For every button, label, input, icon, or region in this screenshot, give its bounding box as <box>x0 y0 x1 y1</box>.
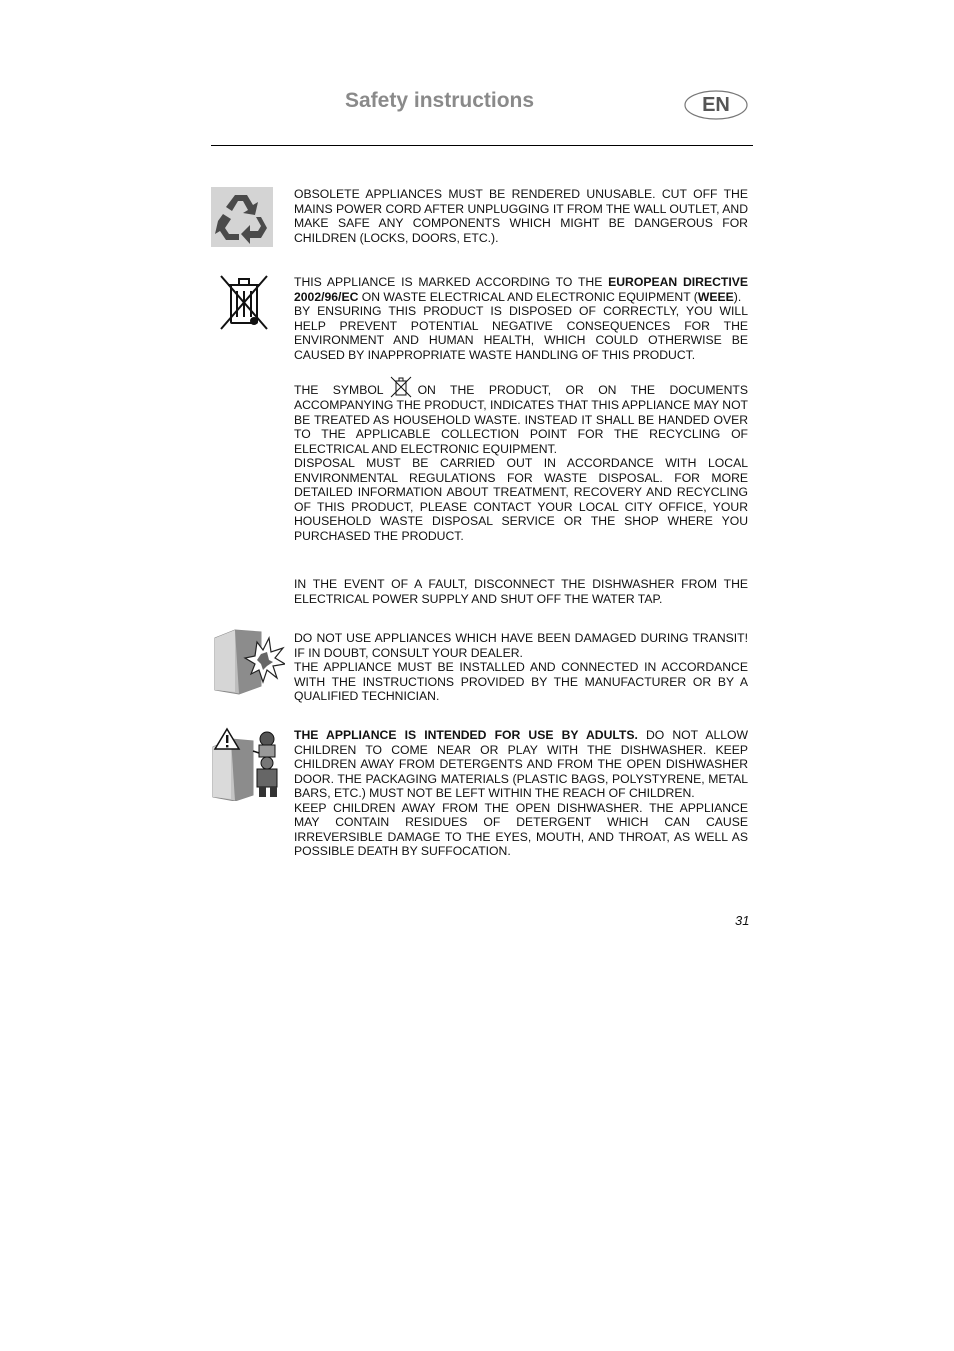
symbol-meaning-text: ON THE PRODUCT, OR ON THE DOCUMENTS ACCOMPANYING THE PRODUCT, INDICATES THAT THIS APPLIANCE MAY NOT BE TREATED AS HOUSEHOLD WASTE. INSTEAD IT SHALL BE HANDED OVER TO THE APPLICABLE COLLECTION POINT FOR THE RECYCLING OF ELECTRICAL AND ELECTRONIC EQUIPMENT. <box>294 383 748 456</box>
weee-text-block <box>294 275 748 543</box>
weee-p1-text: THIS APPLIANCE IS MARKED ACCORDING TO THE <box>294 275 609 289</box>
adults-only-warning: THE APPLIANCE IS INTENDED FOR USE BY ADULTS. <box>294 728 638 742</box>
damaged-text-block <box>294 631 748 704</box>
damaged-paragraph-2: THE APPLIANCE MUST BE INSTALLED AND CONNECTED IN ACCORDANCE WITH THE INSTRUCTIONS PROVIDED BY THE MANUFACTURER OR BY A QUALIFIED TECHNICIAN. <box>294 660 748 703</box>
fault-paragraph: IN THE EVENT OF A FAULT, DISCONNECT THE DISHWASHER FROM THE ELECTRICAL POWER SUPPLY AND SHUT OFF THE WATER TAP. <box>294 577 748 606</box>
children-paragraph-2: KEEP CHILDREN AWAY FROM THE OPEN DISHWASHER. THE APPLIANCE MAY CONTAIN RESIDUES OF DETERGENT WHICH CAN CAUSE IRREVERSIBLE DAMAGE TO THE EYES, MOUTH, AND THROAT, AS WELL AS POSSIBLE DEATH BY SUFFOCATION. <box>294 800 748 858</box>
child-warning-icon <box>211 727 285 801</box>
recycle-icon <box>211 187 273 247</box>
weee-p1-end: ). <box>733 289 742 304</box>
children-p1-text: DO NOT ALLOW CHILDREN TO COME NEAR OR PLAY WITH THE DISHWASHER. KEEP CHILDREN AWAY FROM DETERGENTS AND FROM THE OPEN DISHWASHER DOOR. THE PACKAGING MATERIALS (PLASTIC BAGS, POLYSTYRENE, METAL BARS, ETC.) MUST NOT BE LEFT WITHIN THE REACH OF CHILDREN. <box>294 728 748 800</box>
children-paragraph-1 <box>294 728 748 801</box>
directive-reference: EUROPEAN DIRECTIVE 2002/96/EC <box>294 275 748 304</box>
weee-p1-text-cont: ON WASTE ELECTRICAL AND ELECTRONIC EQUIPMENT ( <box>358 289 698 304</box>
page-title: Safety instructions <box>345 89 535 112</box>
weee-paragraph-2: BY ENSURING THIS PRODUCT IS DISPOSED OF CORRECTLY, YOU WILL HELP PREVENT POTENTIAL NEGATIVE CONSEQUENCES FOR THE ENVIRONMENT AND HUMAN HEALTH, WHICH COULD OTHERWISE BE CAUSED BY INAPPROPRIATE WASTE HANDLING OF THIS PRODUCT. <box>294 304 748 362</box>
children-text-block <box>294 728 748 859</box>
weee-paragraph-4: DISPOSAL MUST BE CARRIED OUT IN ACCORDANCE WITH LOCAL ENVIRONMENTAL REGULATIONS FOR WASTE DISPOSAL. FOR MORE DETAILED INFORMATION ABOUT TREATMENT, RECOVERY AND RECYCLING OF THIS PRODUCT, PLEASE CONTACT YOUR LOCAL CITY OFFICE, YOUR HOUSEHOLD WASTE DISPOSAL SERVICE OR THE SHOP WHERE YOU PURCHASED THE PRODUCT. <box>294 456 748 543</box>
crossed-bin-icon <box>218 273 270 331</box>
symbol-lead-text: THE SYMBOL <box>294 383 384 397</box>
recycle-paragraph: OBSOLETE APPLIANCES MUST BE RENDERED UNUSABLE. CUT OFF THE MAINS POWER CORD AFTER UNPLUGGING IT FROM THE WALL OUTLET, AND MAKE SAFE ANY COMPONENTS WHICH MIGHT BE DANGEROUS FOR CHILDREN (LOCKS, DOORS, ETC.). <box>294 187 748 245</box>
damaged-paragraph-1: DO NOT USE APPLIANCES WHICH HAVE BEEN DAMAGED DURING TRANSIT! IF IN DOUBT, CONSULT YOUR DEALER. <box>294 631 748 660</box>
damaged-appliance-icon <box>211 628 285 696</box>
weee-acronym: WEEE <box>697 289 734 304</box>
weee-paragraph-1 <box>294 275 748 304</box>
weee-paragraph-3 <box>294 376 748 456</box>
fault-text-block <box>294 577 748 606</box>
header-divider <box>211 145 753 146</box>
language-badge <box>684 90 748 120</box>
page-number: 31 <box>735 913 750 928</box>
recycle-text-block <box>294 187 748 245</box>
language-code: EN <box>702 94 730 116</box>
crossed-bin-small-icon <box>390 376 412 398</box>
